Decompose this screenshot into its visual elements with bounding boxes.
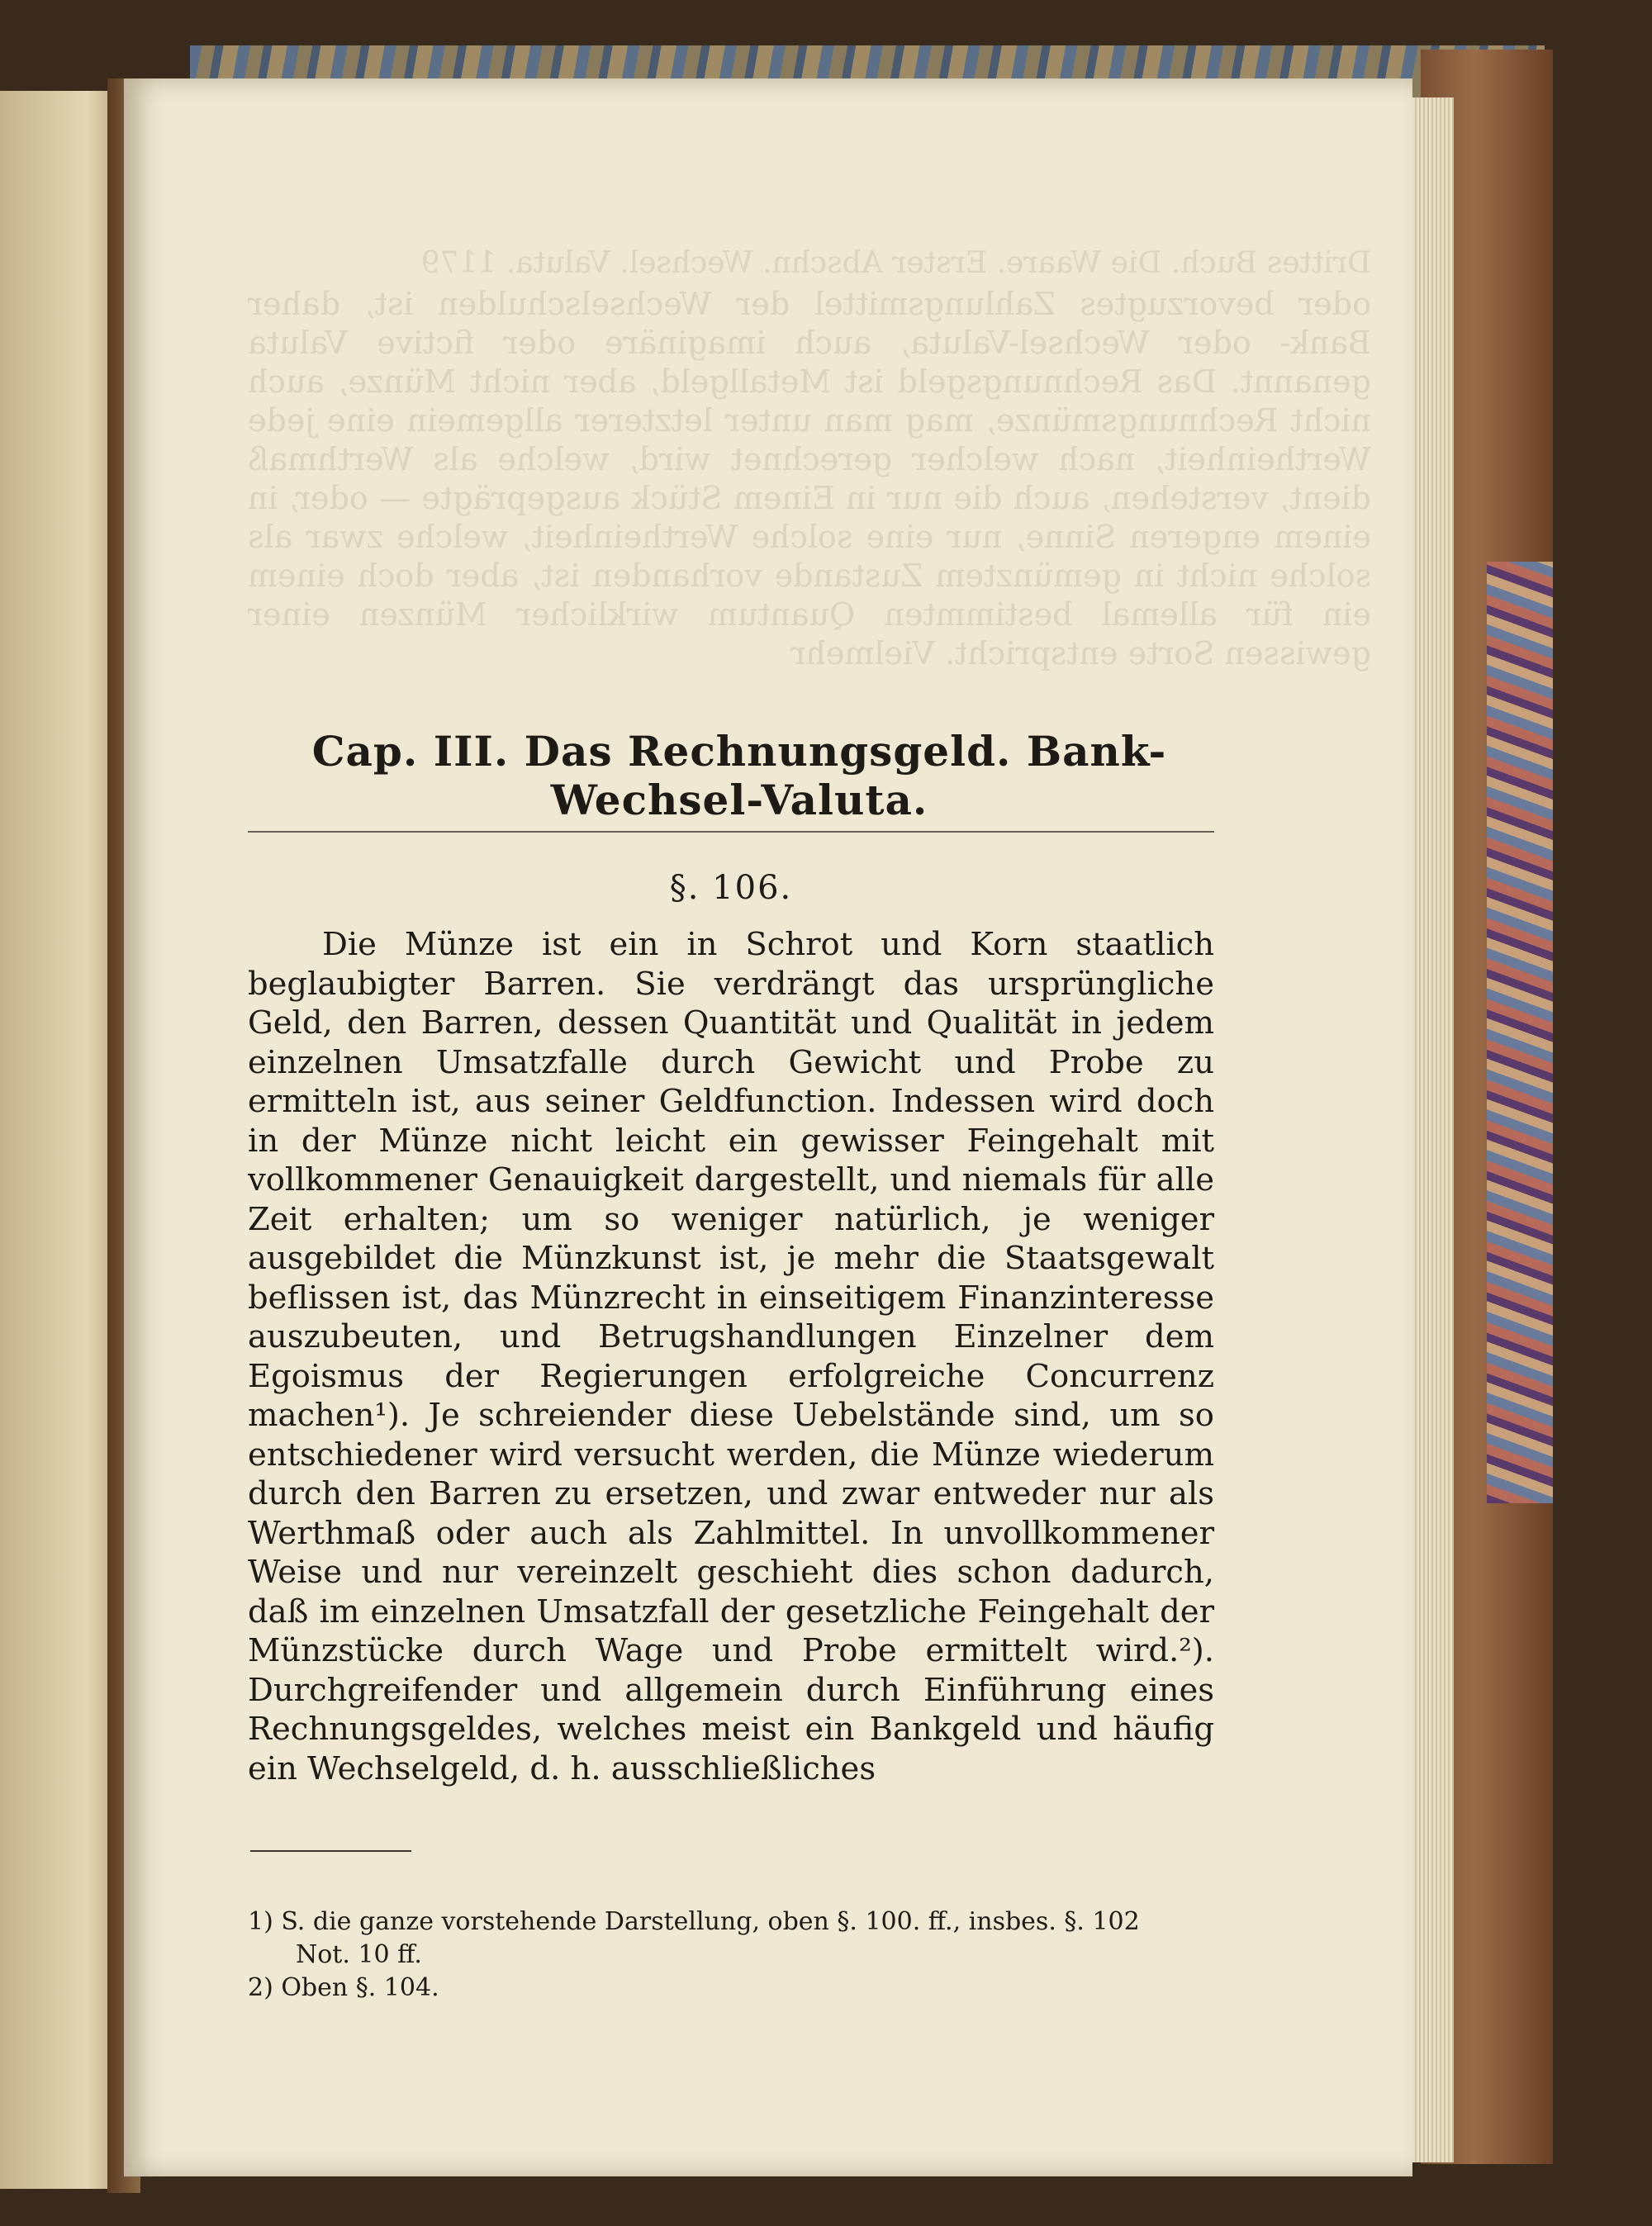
facing-page-edge xyxy=(0,91,124,2189)
section-heading: §. 106. xyxy=(669,869,793,907)
show-through-header: Drittes Buch. Die Waare. Erster Abschn. Wechsel. Valuta. 1179 xyxy=(420,246,1371,280)
body-paragraph: Die Münze ist ein in Schrot und Korn staatlich beglaubigter Barren. Sie verdrängt das ursprüngliche Geld, den Barren, dessen Quantität und Qualität in jedem einzelnen Umsatzfalle durch Gewicht und Probe zu ermitteln ist, aus seiner Geldfunction. Indessen wird doch in der Münze nicht leicht ein gewisser Feingehalt mit vollkommener Genauigkeit dargestellt, und niemals für alle Zeit erhalten; um so weniger natürlich, je weniger ausgebildet die Münzkunst ist, je mehr die Staatsgewalt beflissen ist, das Münzrecht in einseitigem Finanzinteresse auszubeuten, und Betrugshandlungen Einzelner dem Egoismus der Regierungen erfolgreiche Concurrenz machen¹). Je schreiender diese Uebelstände sind, um so entschiedener wird versucht werden, die Münze wiederum durch den Barren zu ersetzen, und zwar entweder nur als Werthmaß oder auch als Zahlmittel. In unvollkommener Weise und nur vereinzelt geschieht dies schon dadurch, daß im einzelnen Umsatzfall der gesetzliche Feingehalt der Münzstücke durch Wage und Probe ermittelt wird.²). Durchgreifender und allgemein durch Einführung eines Rechnungsgeldes, welches meist ein Bankgeld und häufig ein Wechselgeld, d. h. ausschließliches xyxy=(248,926,1214,1787)
footnote-1: 1) S. die ganze vorstehende Darstellung, oben §. 100. ff., insbes. §. 102 xyxy=(248,1907,1140,1936)
chapter-heading: Cap. III. Das Rechnungsgeld. Bank-Wechsel-Valuta. xyxy=(311,727,1167,824)
footnote-divider xyxy=(250,1850,411,1852)
footnote-2: 2) Oben §. 104. xyxy=(248,1973,439,2002)
show-through-text: oder bevorzugtes Zahlungsmittel der Wechselschulden ist, daher Bank- oder Wechsel-Valuta, auch imaginäre oder fictive Valuta genannt. Das Rechnungsgeld ist Metallgeld, aber nicht Münze, auch nicht Rechnungsmünze, mag man unter letzterer allgemein eine jede Wertheinheit, nach welcher gerechnet wird, welche als Werthmaß dient, verstehen, auch die nur in Einem Stück ausgeprägte — oder, in einem engeren Sinne, nur eine solche Wertheinheit, welche zwar als solche nicht in gemünztem Zustande vorhanden ist, aber doch einem ein für allemal bestimmten Quantum wirklicher Münzen einer gewissen Sorte entspricht. Vielmehr xyxy=(248,286,1371,672)
footnotes xyxy=(248,1906,1214,2005)
marbled-edge xyxy=(1487,562,1553,1503)
chapter-divider xyxy=(248,831,1214,833)
page-content xyxy=(248,727,1214,2005)
footnote-1-continued: Not. 10 ff. xyxy=(296,1940,422,1969)
